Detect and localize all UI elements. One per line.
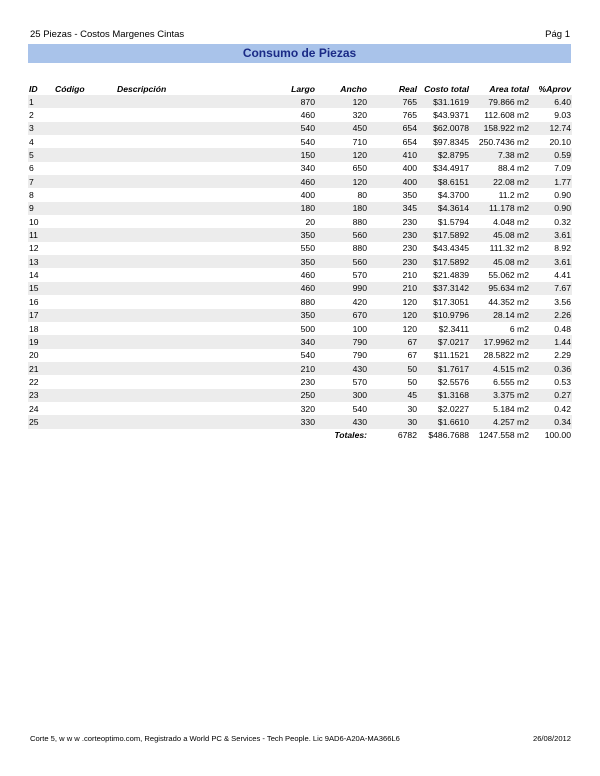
page-number: Pág 1 [545,29,570,40]
cell-descripcion [116,375,256,388]
cell-aprov: 3.56 [554,296,571,307]
cell-largo: 460 [256,282,316,295]
table-row [28,242,572,255]
cell-costo-total: $8.6151 [418,175,470,188]
col-header-aprov: %Aprov [538,83,571,94]
cell-area-total: 6 m2 [509,323,529,334]
cell-ancho: 790 [352,350,367,361]
cell-largo: 330 [256,415,316,428]
cell-costo-total: $1.6610 [418,415,470,428]
cell-largo: 540 [256,122,316,135]
cell-id: 4 [29,136,34,147]
cell-aprov: 12.74 [530,122,572,135]
cell-codigo [54,95,116,108]
cell-area-total: 4.515 m2 [470,362,530,375]
cell-codigo [54,309,116,322]
cell-largo: 500 [300,323,315,334]
cell-largo: 550 [300,243,315,254]
cell-ancho: 430 [316,415,368,428]
cell-ancho: 540 [352,403,367,414]
col-header-area-total: Area total [489,83,529,94]
cell-descripcion [116,322,256,335]
cell-codigo [54,215,116,228]
cell-ancho: 420 [352,296,367,307]
cell-ancho: 790 [316,335,368,348]
cell-codigo [54,108,116,121]
cell-largo: 230 [300,376,315,387]
cell-codigo [54,255,116,268]
cell-costo-total: $37.3142 [418,282,470,295]
cell-ancho: 100 [352,323,367,334]
cell-costo-total: $17.3051 [433,296,469,307]
cell-id: 12 [29,243,39,254]
cell-area-total: 112.608 m2 [484,110,529,121]
cell-real: 345 [368,202,418,215]
cell-real: 230 [402,243,417,254]
cell-area-total: 45.08 m2 [470,228,530,241]
cell-costo-total: $21.4839 [433,270,469,281]
cell-codigo [54,375,116,388]
cell-aprov: 2.29 [554,350,571,361]
cell-largo: 460 [256,175,316,188]
cell-ancho: 560 [316,255,368,268]
cell-id: 18 [29,323,39,334]
cell-descripcion [116,108,256,121]
cell-descripcion [116,215,256,228]
cell-ancho: 670 [316,309,368,322]
cell-costo-total: $97.8345 [433,136,469,147]
cell-codigo [54,228,116,241]
cell-costo-total: $43.9371 [433,110,469,121]
cell-codigo [54,162,116,175]
col-header-ancho: Ancho [340,83,367,94]
cell-real: 400 [368,175,418,188]
cell-area-total: 250.7436 m2 [478,136,529,147]
footer-registration: Corte 5, w w w .corteoptimo.com, Registrado a World PC & Services - Tech People. Lic 9AD6-A20A-MA366L6 [30,734,400,743]
cell-area-total: 11.2 m2 [498,190,529,201]
cell-codigo [54,322,116,335]
cell-real: 50 [407,376,417,387]
cell-area-total: 28.5822 m2 [483,350,529,361]
cell-area-total: 4.048 m2 [493,216,529,227]
col-header-id: ID [29,83,38,94]
cell-largo: 460 [300,270,315,281]
table-row [28,362,572,375]
cell-descripcion [116,349,256,362]
cell-aprov: 0.59 [530,148,572,161]
cell-largo: 400 [300,190,315,201]
table-row [28,375,572,388]
cell-area-total: 17.9962 m2 [470,335,530,348]
cell-area-total: 22.08 m2 [470,175,530,188]
cell-area-total: 111.32 m2 [489,243,529,254]
cell-costo-total: $7.0217 [418,335,470,348]
table-row [28,322,572,335]
cell-costo-total: $1.3168 [418,389,470,402]
cell-aprov: 8.92 [554,243,571,254]
cell-area-total: 55.062 m2 [488,270,529,281]
totals-real: 6782 [397,430,417,441]
cell-codigo [54,122,116,135]
table-row [28,282,572,295]
cell-largo: 540 [300,350,315,361]
cell-aprov: 0.27 [530,389,572,402]
cell-largo: 350 [256,228,316,241]
cell-codigo [54,175,116,188]
col-header-real: Real [398,83,417,94]
cell-ancho: 320 [352,110,367,121]
cell-descripcion [116,202,256,215]
document-title: 25 Piezas - Costos Margenes Cintas [30,29,185,40]
cell-area-total: 95.634 m2 [470,282,530,295]
cell-codigo [54,402,116,415]
cell-descripcion [116,268,256,281]
col-header-codigo: Código [55,83,85,94]
cell-descripcion [116,389,256,402]
cell-ancho: 120 [316,148,368,161]
cell-ancho: 560 [316,228,368,241]
cell-largo: 250 [256,389,316,402]
cell-id: 8 [29,190,34,201]
table-row [28,389,572,402]
table-row [28,148,572,161]
cell-costo-total: $11.1521 [433,350,469,361]
cell-costo-total: $10.9796 [418,309,470,322]
cell-area-total: 158.922 m2 [470,122,530,135]
cell-costo-total: $2.5576 [437,376,469,387]
cell-id: 6 [29,163,34,174]
cell-descripcion [116,228,256,241]
cell-id: 13 [28,255,54,268]
cell-aprov: 0.90 [554,190,571,201]
cell-area-total: 5.184 m2 [493,403,529,414]
cell-aprov: 0.34 [530,415,572,428]
table-row [28,95,572,108]
cell-descripcion [116,295,256,308]
cell-costo-total: $1.7617 [418,362,470,375]
col-header-descripcion: Descripción [117,83,167,94]
cell-aprov: 4.41 [554,270,571,281]
cell-largo: 150 [256,148,316,161]
cell-real: 120 [402,296,417,307]
cell-descripcion [116,242,256,255]
cell-descripcion [116,122,256,135]
cell-codigo [54,268,116,281]
cell-codigo [54,362,116,375]
cell-id: 1 [28,95,54,108]
cell-costo-total: $31.1619 [418,95,470,108]
cell-aprov: 0.90 [530,202,572,215]
cell-largo: 20 [305,216,315,227]
totals-costo: $486.7688 [428,430,469,441]
cell-descripcion [116,175,256,188]
cell-costo-total: $2.0227 [437,403,469,414]
cell-costo-total: $4.3614 [418,202,470,215]
pieces-table [28,82,572,442]
cell-real: 30 [407,403,417,414]
cell-costo-total: $34.4917 [433,163,469,174]
cell-id: 10 [29,216,39,227]
table-row [28,188,572,201]
cell-real: 230 [402,216,417,227]
cell-aprov: 7.67 [530,282,572,295]
cell-id: 2 [29,110,34,121]
cell-descripcion [116,148,256,161]
cell-id: 24 [29,403,39,414]
totals-area: 1247.558 m2 [478,430,529,441]
cell-ancho: 300 [316,389,368,402]
cell-descripcion [116,162,256,175]
totals-row [28,429,572,442]
table-row [28,255,572,268]
cell-descripcion [116,415,256,428]
cell-aprov: 2.26 [530,309,572,322]
totals-label: Totales: [334,430,367,441]
cell-aprov: 0.32 [554,216,571,227]
cell-aprov: 6.40 [530,95,572,108]
cell-codigo [54,202,116,215]
cell-largo: 350 [256,309,316,322]
cell-codigo [54,349,116,362]
cell-real: 230 [368,255,418,268]
cell-id: 17 [28,309,54,322]
cell-largo: 880 [300,296,315,307]
cell-area-total: 4.257 m2 [470,415,530,428]
cell-real: 654 [368,122,418,135]
table-row [28,415,572,428]
table-row [28,215,572,228]
table-row [28,309,572,322]
cell-costo-total: $43.4345 [433,243,469,254]
cell-descripcion [116,255,256,268]
cell-ancho: 450 [316,122,368,135]
cell-real: 67 [407,350,417,361]
table-row [28,202,572,215]
cell-ancho: 430 [316,362,368,375]
cell-id: 5 [28,148,54,161]
cell-real: 210 [368,282,418,295]
cell-real: 400 [402,163,417,174]
cell-area-total: 45.08 m2 [470,255,530,268]
cell-id: 15 [28,282,54,295]
cell-codigo [54,389,116,402]
cell-id: 25 [28,415,54,428]
cell-area-total: 11.178 m2 [470,202,530,215]
cell-codigo [54,135,116,148]
cell-area-total: 79.866 m2 [470,95,530,108]
cell-ancho: 990 [316,282,368,295]
col-header-largo: Largo [291,83,315,94]
table-row [28,162,572,175]
cell-aprov: 0.42 [554,403,571,414]
cell-largo: 340 [300,163,315,174]
cell-costo-total: $2.8795 [418,148,470,161]
cell-ancho: 120 [316,175,368,188]
cell-real: 410 [368,148,418,161]
section-banner: Consumo de Piezas [28,44,571,63]
cell-id: 21 [28,362,54,375]
cell-real: 765 [402,110,417,121]
table-row [28,108,572,121]
cell-largo: 540 [300,136,315,147]
cell-costo-total: $2.3411 [438,323,469,334]
cell-costo-total: $1.5794 [437,216,469,227]
cell-id: 16 [29,296,39,307]
cell-aprov: 1.44 [530,335,572,348]
cell-ancho: 120 [316,95,368,108]
cell-ancho: 880 [352,243,367,254]
cell-codigo [54,335,116,348]
cell-real: 120 [402,323,417,334]
cell-area-total: 3.375 m2 [470,389,530,402]
cell-largo: 350 [256,255,316,268]
table-row [28,295,572,308]
cell-real: 30 [368,415,418,428]
cell-aprov: 0.36 [530,362,572,375]
cell-real: 230 [368,228,418,241]
cell-aprov: 9.03 [554,110,571,121]
table-row [28,122,572,135]
table-row [28,335,572,348]
cell-costo-total: $62.0078 [418,122,470,135]
cell-area-total: 7.38 m2 [470,148,530,161]
cell-aprov: 0.53 [554,376,571,387]
cell-ancho: 710 [352,136,367,147]
cell-id: 22 [29,376,39,387]
totals-aprov: 100.00 [544,430,571,441]
cell-real: 45 [368,389,418,402]
table-row [28,402,572,415]
cell-ancho: 880 [352,216,367,227]
cell-codigo [54,415,116,428]
cell-area-total: 28.14 m2 [470,309,530,322]
cell-real: 120 [368,309,418,322]
cell-codigo [54,282,116,295]
cell-aprov: 0.48 [554,323,571,334]
table-row [28,349,572,362]
cell-aprov: 20.10 [549,136,571,147]
cell-descripcion [116,188,256,201]
cell-descripcion [116,95,256,108]
cell-id: 19 [28,335,54,348]
table-row [28,268,572,281]
col-header-costo-total: Costo total [424,83,469,94]
cell-id: 9 [28,202,54,215]
cell-area-total: 88.4 m2 [497,163,529,174]
cell-area-total: 6.555 m2 [493,376,529,387]
cell-ancho: 570 [352,270,367,281]
cell-aprov: 1.77 [530,175,572,188]
cell-costo-total: $4.3700 [437,190,469,201]
cell-ancho: 180 [316,202,368,215]
cell-aprov: 3.61 [530,228,572,241]
cell-ancho: 80 [357,190,367,201]
cell-descripcion [116,282,256,295]
table-header-row [28,82,572,95]
cell-codigo [54,148,116,161]
cell-costo-total: $17.5892 [418,228,470,241]
table-row [28,175,572,188]
cell-ancho: 650 [352,163,367,174]
cell-real: 67 [368,335,418,348]
cell-id: 7 [28,175,54,188]
cell-largo: 180 [256,202,316,215]
cell-largo: 210 [256,362,316,375]
cell-descripcion [116,335,256,348]
cell-real: 765 [368,95,418,108]
cell-real: 654 [402,136,417,147]
cell-id: 20 [29,350,39,361]
cell-aprov: 3.61 [530,255,572,268]
cell-descripcion [116,135,256,148]
cell-id: 11 [28,228,54,241]
cell-largo: 870 [256,95,316,108]
cell-id: 14 [29,270,39,281]
table-row [28,228,572,241]
cell-largo: 320 [300,403,315,414]
cell-id: 3 [28,122,54,135]
cell-descripcion [116,402,256,415]
cell-costo-total: $17.5892 [418,255,470,268]
cell-id: 23 [28,389,54,402]
cell-real: 210 [402,270,417,281]
cell-real: 350 [402,190,417,201]
table-row [28,135,572,148]
cell-codigo [54,188,116,201]
cell-largo: 460 [300,110,315,121]
cell-descripcion [116,362,256,375]
cell-area-total: 44.352 m2 [488,296,529,307]
cell-aprov: 7.09 [554,163,571,174]
cell-real: 50 [368,362,418,375]
cell-ancho: 570 [352,376,367,387]
cell-codigo [54,295,116,308]
cell-codigo [54,242,116,255]
cell-largo: 340 [256,335,316,348]
footer-date: 26/08/2012 [532,734,571,743]
cell-descripcion [116,309,256,322]
